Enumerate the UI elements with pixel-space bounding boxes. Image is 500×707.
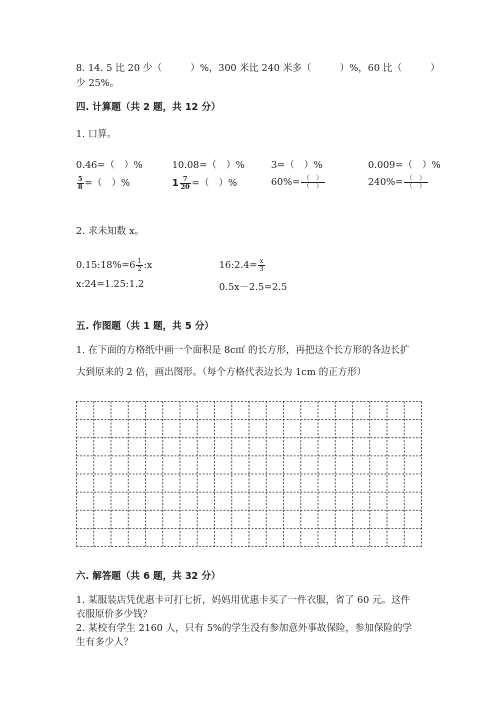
section6-q1-line1: 1. 某服装店凭优惠卡可打七折，妈妈用优惠卡买了一件衣服，省了 60 元。这件 bbox=[76, 595, 411, 606]
equation: 0.15:18%=6 $\frac{1}{2}$ :x bbox=[76, 257, 153, 273]
fraction: $\frac{7}{20}$ bbox=[180, 175, 190, 191]
fraction-blank: $\frac{( )}{( )}$ bbox=[303, 174, 323, 190]
equation: x:24=1.25:1.2 bbox=[76, 279, 145, 290]
calc-item: 0.46=（ ）% bbox=[76, 160, 143, 171]
section4-title: 四. 计算题（共 2 题，共 12 分） bbox=[76, 102, 221, 113]
calc-item: 3=（ ）% bbox=[271, 160, 323, 171]
equation: 0.5x－2.5=2.5 bbox=[219, 282, 288, 293]
calc-item-mixed-fraction: 1 $\frac{7}{20}$ =（ ）% bbox=[172, 175, 238, 191]
section5-q1-line2: 大到原来的 2 倍，画出图形。（每个方格代表边长为 1cm 的正方形） bbox=[76, 367, 367, 378]
section5-title: 五. 作图题（共 1 题，共 5 分） bbox=[76, 321, 214, 332]
section6-title: 六. 解答题（共 6 题，共 32 分） bbox=[76, 571, 221, 582]
section6-q2-line2: 生有多少人？ bbox=[76, 637, 134, 648]
fraction-blank: $\frac{( )}{( )}$ bbox=[406, 174, 426, 190]
q8-line2: 少 25%。 bbox=[76, 78, 120, 89]
calc-item-percent-to-fraction: 60%= $\frac{( )}{( )}$ bbox=[271, 174, 323, 190]
calc-item: 0.009=（ ）% bbox=[368, 160, 441, 171]
calc-item-fraction: $\frac{5}{8}$ =（ ）% bbox=[78, 175, 131, 191]
section6-q2-line1: 2. 某校有学生 2160 人，只有 5%的学生没有参加意外事故保险，参加保险的学 bbox=[76, 623, 412, 634]
square-grid-paper bbox=[76, 401, 422, 547]
calc-item-percent-to-fraction: 240%= $\frac{( )}{( )}$ bbox=[368, 174, 426, 190]
fraction: $\frac{5}{8}$ bbox=[78, 175, 83, 191]
calc-item: 10.08=（ ）% bbox=[172, 160, 245, 171]
q8-line1: 8. 14. 5 比 20 少（ ）%，300 米比 240 米多（ ）%，60 比（ ） bbox=[76, 63, 440, 74]
fraction: $\frac{1}{2}$ bbox=[137, 257, 142, 273]
equation: 16:2.4= $\frac{x}{3}$ bbox=[219, 257, 264, 273]
section5-q1-line1: 1. 在下面的方格纸中画一个面积是 8c㎡ 的长方形，再把这个长方形的各边长扩 bbox=[76, 345, 410, 356]
section4-q2-label: 2. 求未知数 x。 bbox=[76, 226, 144, 237]
fraction: $\frac{x}{3}$ bbox=[259, 257, 264, 273]
section4-q1-label: 1. 口算。 bbox=[76, 129, 117, 140]
section6-q1-line2: 衣服原价多少钱？ bbox=[76, 609, 153, 620]
